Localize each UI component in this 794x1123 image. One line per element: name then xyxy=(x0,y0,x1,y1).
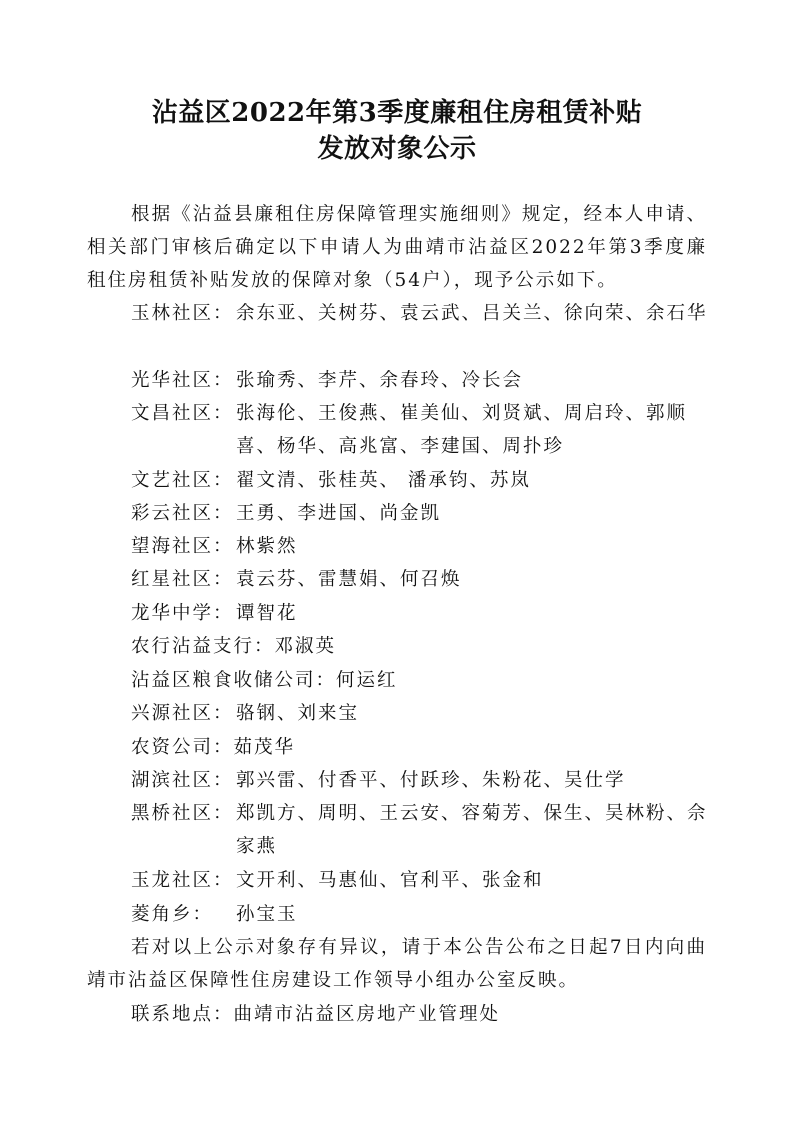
entry-yulong xyxy=(131,864,711,897)
entry-names: 邓淑英 xyxy=(274,636,337,657)
entry-names: 郭兴雷、付香平、付跃珍、朱粉花、吴仕学 xyxy=(236,770,626,791)
entry-longhua-school xyxy=(131,597,711,630)
entry-names: 袁云芬、雷慧娟、何召焕 xyxy=(236,569,462,590)
entry-names: 翟文清、张桂英、 潘承钧、苏岚 xyxy=(236,470,531,491)
entry-nongzi-company xyxy=(131,731,711,764)
entry-names: 骆钢、刘来宝 xyxy=(236,703,360,724)
entry-hubin xyxy=(131,764,711,797)
entry-label: 彩云社区： xyxy=(131,503,234,524)
entry-label: 龙华中学： xyxy=(131,603,234,624)
entry-xingyuan xyxy=(131,697,711,730)
contact-label: 联系地点： xyxy=(131,1004,234,1025)
document-title-line-2: 发放对象公示 xyxy=(317,134,477,164)
entry-names: 何运红 xyxy=(336,670,398,691)
entry-names: 茹茂华 xyxy=(233,737,296,758)
objection-paragraph: 若对以上公示对象存有异议，请于本公告公布之日起7日内向曲靖市沾益区保障性住房建设工作领导小组办公室反映。 xyxy=(87,937,707,991)
entry-names: 余东亚、关树芬、袁云武、吕关兰、徐向荣、余石华 xyxy=(236,303,708,324)
entry-caiyun xyxy=(131,497,711,530)
entry-abc-branch xyxy=(131,630,711,663)
entry-names: 谭智花 xyxy=(236,603,298,624)
entry-names: 张海伦、王俊燕、崔美仙、刘贤斌、周启玲、郭顺喜、杨华、高兆富、李建国、周扑珍 xyxy=(236,403,688,457)
entry-label: 望海社区： xyxy=(131,536,234,557)
entry-label: 兴源社区： xyxy=(131,703,234,724)
entry-label: 黑桥社区： xyxy=(131,803,234,824)
entry-names: 张瑜秀、李芹、余春玲、冷长会 xyxy=(236,370,524,391)
entry-names: 孙宝玉 xyxy=(236,904,298,925)
entry-names: 林紫然 xyxy=(236,536,298,557)
entry-label: 沾益区粮食收储公司： xyxy=(131,670,337,691)
contact-value: 曲靖市沾益区房地产业管理处 xyxy=(233,1004,501,1025)
entry-guanghua xyxy=(131,364,711,397)
entry-names: 文开利、马惠仙、官利平、张金和 xyxy=(236,870,544,891)
entry-label: 农行沾益支行： xyxy=(131,636,275,657)
entry-label: 文艺社区： xyxy=(131,470,234,491)
entry-grain-company xyxy=(131,664,711,697)
entry-label: 湖滨社区： xyxy=(131,770,234,791)
entry-wenyi xyxy=(131,464,711,497)
entry-names: 郑凯方、周明、王云安、容菊芳、保生、吴林粉、佘家燕 xyxy=(236,803,708,857)
entry-label: 光华社区： xyxy=(131,370,234,391)
contact-line xyxy=(131,998,711,1031)
entry-label: 文昌社区： xyxy=(131,403,234,424)
intro-paragraph: 根据《沾益县廉租住房保障管理实施细则》规定，经本人申请、相关部门审核后确定以下申请人为曲靖市沾益区2022年第3季度廉租住房租赁补贴发放的保障对象（54户），现予公示如下。 xyxy=(87,204,707,291)
entry-label: 农资公司： xyxy=(131,737,234,758)
entry-heiqiao xyxy=(131,797,711,863)
entry-label: 玉林社区： xyxy=(131,303,234,324)
entry-label: 玉龙社区： xyxy=(131,870,234,891)
document-title-line-1: 沾益区2022年第3季度廉租住房租赁补贴 xyxy=(151,98,643,128)
entry-hongxing xyxy=(131,563,711,596)
entry-yulin xyxy=(131,297,711,330)
entry-names: 王勇、李进国、尚金凯 xyxy=(236,503,442,524)
entry-label: 红星社区： xyxy=(131,569,234,590)
entry-lingjiao xyxy=(131,898,711,931)
entry-wanghai xyxy=(131,530,711,563)
entry-label: 菱角乡： xyxy=(131,904,214,925)
entry-wenchang xyxy=(131,397,711,463)
